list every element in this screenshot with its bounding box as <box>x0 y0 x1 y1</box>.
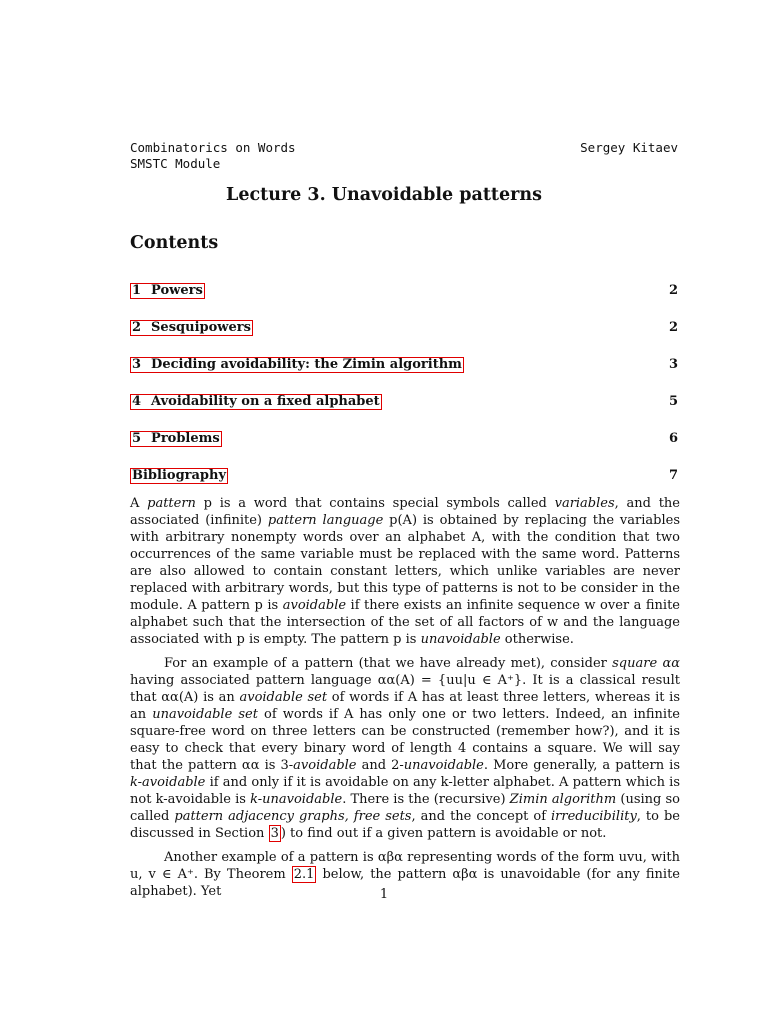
toc-item <box>130 420 678 457</box>
toc-item <box>130 346 678 383</box>
paragraph-square-example: For an example of a pattern (that we have already met), consider square αα having associated pattern language αα(A) = {uu|u ∈ A⁺}. It is a classical result that αα(A) is an avoidable set of words if A has at least three letters, whereas it is an unavoidable set of words if A has only one or two letters. Indeed, an infinite square-free word on three letters can be constructed (remember how?), and it is easy to check that every binary word of length 4 contains a square. We will say that the pattern αα is 3-avoidable and 2-unavoidable. More generally, a pattern is k-avoidable if and only if it is avoidable on any k-letter alphabet. A pattern which is not k-avoidable is k-unavoidable. There is the (recursive) Zimin algorithm (using so called pattern adjacency graphs, free sets, and the concept of irreducibility, to be discussed in Section 3 ) to find out if a given pattern is avoidable or not. <box>130 656 681 841</box>
body-text <box>130 495 680 907</box>
lecture-title: Lecture 3. Unavoidable patterns <box>226 185 542 205</box>
toc-item <box>130 272 678 309</box>
table-of-contents <box>130 272 678 494</box>
course-name: Combinatorics on Words <box>130 140 296 155</box>
toc-page-number: 3 <box>668 357 678 372</box>
toc-page-number: 7 <box>668 468 678 483</box>
toc-page-number: 6 <box>668 431 678 446</box>
toc-item <box>130 383 678 420</box>
toc-page-number: 2 <box>668 320 678 335</box>
toc-item <box>130 457 678 494</box>
section-3-link[interactable]: 3 <box>270 826 279 841</box>
contents-heading: Contents <box>130 233 219 253</box>
toc-link-bibliography[interactable]: Bibliography <box>132 467 227 483</box>
module-name: SMSTC Module <box>130 156 221 171</box>
author-name: Sergey Kitaev <box>580 140 678 155</box>
paragraph-aba-example: Another example of a pattern is αβα representing words of the form uvu, with u, v ∈ A⁺. By Theorem 2.1 below, the pattern αβα is unavoidable (for any finite alphabet). Yet <box>130 850 680 899</box>
toc-link-fixed-alphabet[interactable]: 4 Avoidability on a fixed alphabet <box>132 393 380 409</box>
running-header <box>130 140 678 172</box>
page-number: 1 <box>379 887 389 902</box>
toc-link-zimin[interactable]: 3 Deciding avoidability: the Zimin algorithm <box>132 356 462 372</box>
paragraph-pattern-definition: A pattern p is a word that contains special symbols called variables, and the associated (infinite) pattern language p(A) is obtained by replacing the variables with arbitrary nonempty words over an alphabet A, with the condition that two occurrences of the same variable must be replaced with the same word. Patterns are also allowed to contain constant letters, which unlike variables are never replaced with arbitrary words, but this type of patterns is not to be consider in the module. A pattern p is avoidable if there exists an infinite sequence w over a finite alphabet such that the intersection of the set of all factors of w and the language associated with p is empty. The pattern p is unavoidable otherwise. <box>130 496 680 647</box>
toc-page-number: 5 <box>668 394 678 409</box>
toc-item <box>130 309 678 346</box>
toc-link-sesquipowers[interactable]: 2 Sesquipowers <box>132 319 251 335</box>
toc-link-powers[interactable]: 1 Powers <box>132 282 203 298</box>
theorem-2-1-link[interactable]: 2.1 <box>293 867 315 882</box>
toc-link-problems[interactable]: 5 Problems <box>132 430 220 446</box>
toc-page-number: 2 <box>668 283 678 298</box>
